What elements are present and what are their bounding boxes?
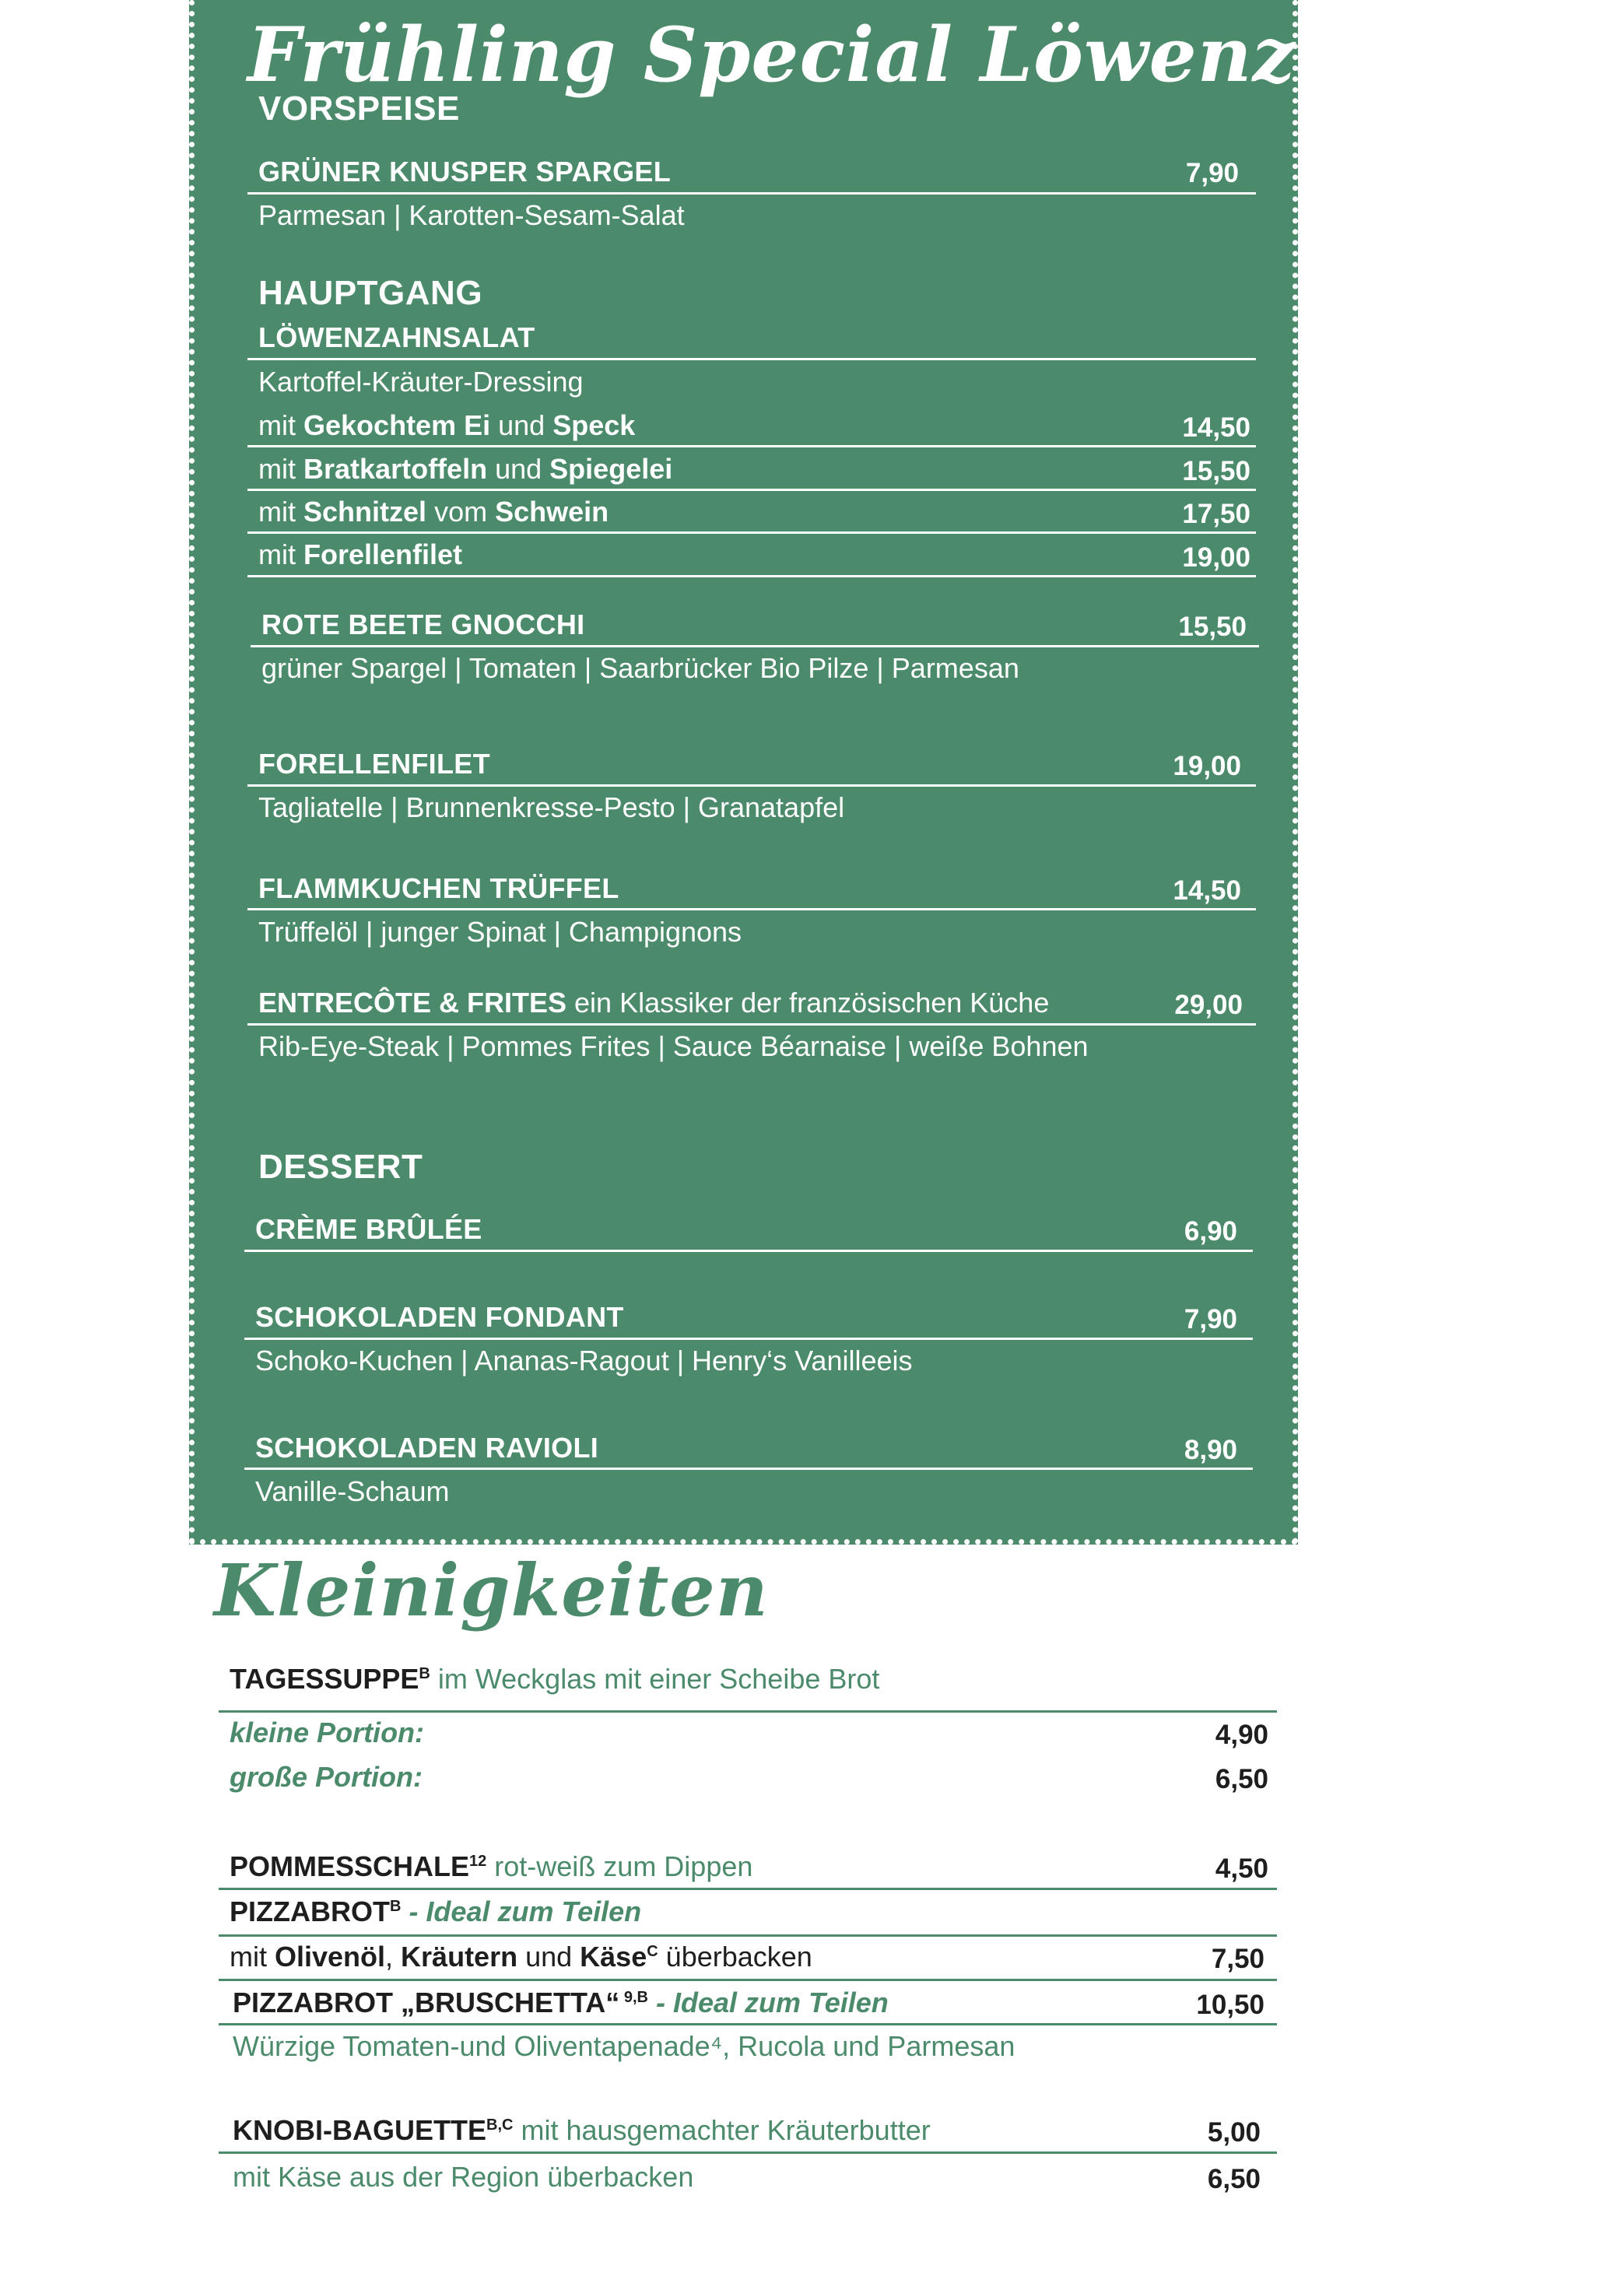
divider (219, 1979, 1277, 1981)
salad-option-1: mit Gekochtem Ei und Speck (258, 409, 636, 441)
item-name-ravioli: SCHOKOLADEN RAVIOLI (255, 1432, 599, 1464)
divider (247, 1023, 1256, 1026)
salad-option-1-price: 14,50 (1182, 412, 1250, 443)
divider (247, 358, 1256, 360)
divider (219, 2023, 1277, 2025)
item-name-flammkuchen: FLAMMKUCHEN TRÜFFEL (258, 872, 619, 904)
salad-option-2-price: 15,50 (1182, 456, 1250, 486)
item-desc-entrecote: Rib-Eye-Steak | Pommes Frites | Sauce Béarnaise | weiße Bohnen (258, 1030, 1089, 1062)
item-price-fondant: 7,90 (1184, 1304, 1237, 1334)
desc-bruschetta: Würzige Tomaten-und Oliventapenade⁴, Rucola und Parmesan (233, 2030, 1015, 2062)
item-pizzabrot-detail: mit Olivenöl, Kräutern und Käse$^C$ überbacken (230, 1941, 812, 1973)
divider (247, 575, 1256, 577)
label-kleine-portion: kleine Portion: (230, 1717, 425, 1748)
item-name-forellenfilet: FORELLENFILET (258, 748, 490, 780)
divider (247, 445, 1256, 447)
salad-option-3-price: 17,50 (1182, 499, 1250, 529)
price-kleine-portion: 4,90 (1215, 1720, 1268, 1750)
divider (247, 489, 1256, 491)
item-price-flammkuchen: 14,50 (1173, 875, 1241, 906)
salad-option-2: mit Bratkartoffeln und Spiegelei (258, 453, 673, 485)
section-heading-vorspeise: VORSPEISE (258, 89, 460, 128)
price-grosse-portion: 6,50 (1215, 1764, 1268, 1794)
divider (219, 1888, 1277, 1890)
kleinigkeiten-title: Kleinigkeiten (214, 1548, 769, 1632)
section-heading-hauptgang: HAUPTGANG (258, 274, 483, 312)
item-desc-dressing: Kartoffel-Kräuter-Dressing (258, 366, 584, 398)
label-knobi-kaese: mit Käse aus der Region überbacken (233, 2161, 694, 2193)
divider (219, 1710, 1277, 1713)
item-desc-ravioli: Vanille-Schaum (255, 1475, 450, 1507)
item-price-gnocchi: 15,50 (1178, 612, 1247, 642)
divider (219, 1934, 1277, 1937)
item-bruschetta: PIZZABROT „BRUSCHETTA“ $^{9,B}$ - Ideal zum Teilen (233, 1987, 889, 2018)
divider (247, 531, 1256, 534)
item-name-spargel: GRÜNER KNUSPER SPARGEL (258, 156, 671, 188)
item-desc-gnocchi: grüner Spargel | Tomaten | Saarbrücker Bio Pilze | Parmesan (261, 652, 1019, 684)
divider (244, 1250, 1253, 1252)
item-price-spargel: 7,90 (1185, 158, 1239, 188)
item-name-gnocchi: ROTE BEETE GNOCCHI (261, 608, 585, 640)
item-desc-flammkuchen: Trüffelöl | junger Spinat | Champignons (258, 916, 742, 948)
item-pizzabrot: $PIZZABROT^B$ - Ideal zum Teilen (230, 1895, 642, 1927)
item-price-creme-brulee: 6,90 (1184, 1216, 1237, 1247)
item-pommesschale: POMMESSCHALE$^{12}$ rot-weiß zum Dippen (230, 1850, 753, 1882)
salad-option-4: mit Forellenfilet (258, 538, 463, 570)
divider (247, 908, 1256, 910)
item-name-entrecote: ENTRECÔTE & FRITES ein Klassiker der französischen Küche (258, 987, 1050, 1019)
item-desc-forellenfilet: Tagliatelle | Brunnenkresse-Pesto | Granatapfel (258, 791, 845, 823)
salad-option-3: mit Schnitzel vom Schwein (258, 496, 609, 528)
salad-option-4-price: 19,00 (1182, 542, 1250, 573)
item-price-forellenfilet: 19,00 (1173, 751, 1241, 781)
price-knobi-kaese: 6,50 (1207, 2164, 1261, 2194)
divider (244, 1338, 1253, 1340)
item-price-entrecote: 29,00 (1174, 990, 1243, 1020)
item-price-ravioli: 8,90 (1184, 1435, 1237, 1465)
divider (219, 2151, 1277, 2154)
price-bruschetta: 10,50 (1196, 1990, 1264, 2020)
price-knobi-baguette: 5,00 (1207, 2117, 1261, 2148)
item-knobi-baguette: KNOBI-$BAGUETTE^{B,C}$ mit hausgemachter Kräuterbutter (233, 2114, 931, 2146)
item-desc-fondant: Schoko-Kuchen | Ananas-Ragout | Henry‘s Vanilleeis (255, 1345, 913, 1376)
divider (244, 1468, 1253, 1470)
price-pizzabrot: 7,50 (1211, 1944, 1264, 1974)
section-heading-dessert: DESSERT (258, 1148, 423, 1186)
special-title: Frühling Special Löwenzahn (247, 11, 1455, 99)
divider (247, 784, 1256, 787)
label-grosse-portion: große Portion: (230, 1761, 423, 1793)
item-tagessuppe: $TAGESSUPPE^B$ im Weckglas mit einer Scheibe Brot (230, 1663, 880, 1695)
price-pommesschale: 4,50 (1215, 1853, 1268, 1884)
item-name-creme-brulee: CRÈME BRÛLÉE (255, 1213, 482, 1245)
divider (251, 645, 1259, 647)
item-desc-spargel: Parmesan | Karotten-Sesam-Salat (258, 199, 685, 231)
item-name-loewenzahnsalat: LÖWENZAHNSALAT (258, 321, 535, 353)
item-name-fondant: SCHOKOLADEN FONDANT (255, 1301, 624, 1333)
divider (247, 192, 1256, 195)
